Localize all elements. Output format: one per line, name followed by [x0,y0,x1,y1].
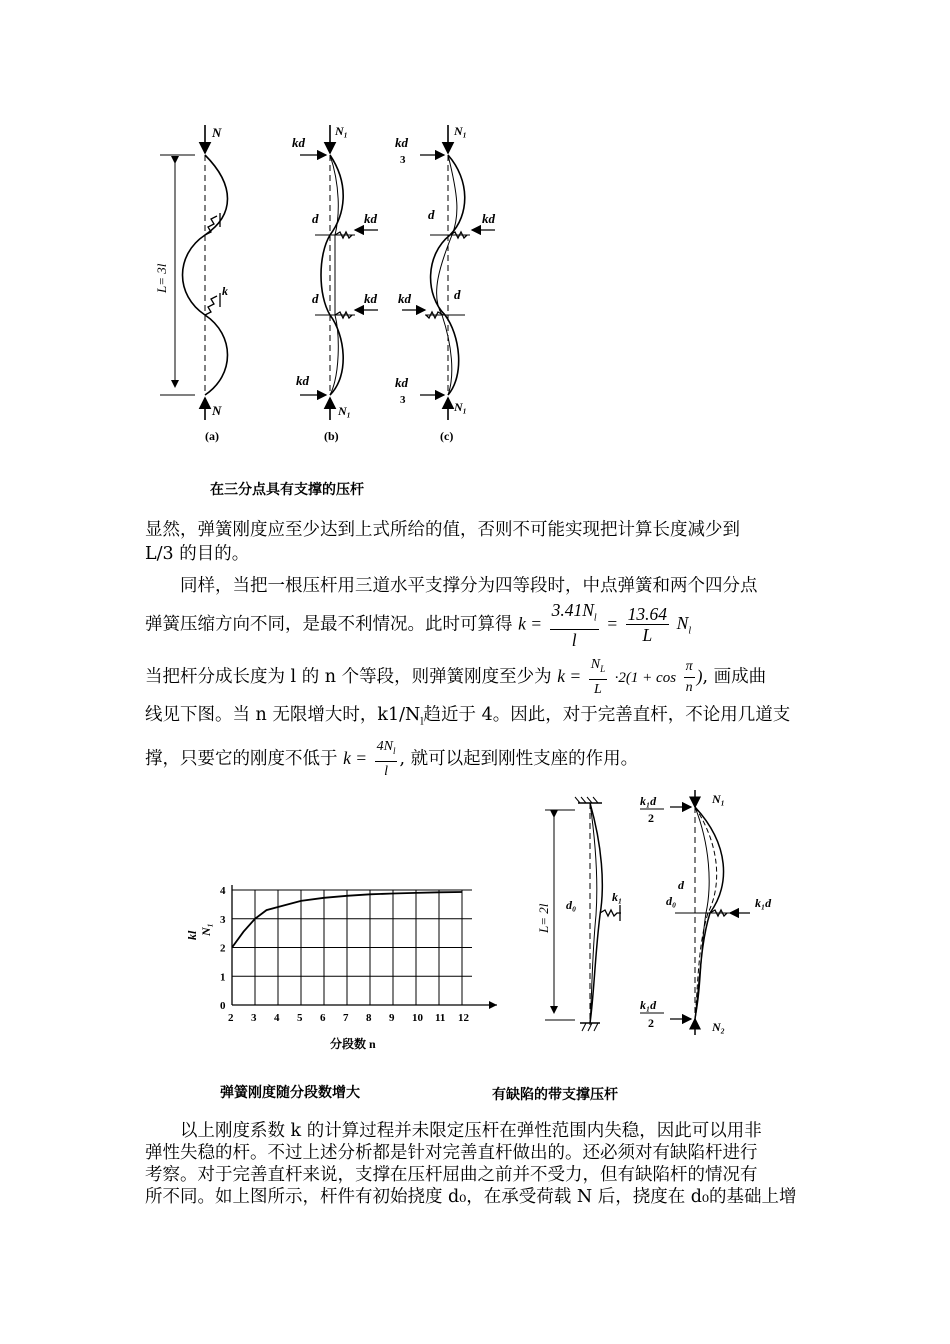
fig1c-kd3-bottom-num: kd [395,375,408,390]
p2-frac2-den: L [642,625,653,646]
panel-label-a: (a) [205,429,219,443]
fig1b-kd-2: kd [364,291,377,306]
paragraph-2 [145,574,810,650]
fig1c-kd3-top-num: kd [395,135,408,150]
p3-line1-text: 当把杆分成长度为 l 的 n 个等段，则弹簧刚度至少为 [145,666,552,687]
p1-line1: 显然，弹簧刚度应至少达到上式所给的值，否则不可能实现把计算长度减少到 [145,520,740,540]
chart-x-tick-label: 8 [366,1012,372,1024]
p3-formula-k: k = [557,665,582,686]
fig3-k1d2-bottom-num: k₁d [640,998,657,1012]
p2-fraction-2 [626,604,669,645]
imperfect-column-right [670,790,750,1035]
p2-fraction-1 [550,600,599,650]
fig1c-kd-1: kd [482,211,495,226]
fig3-N1: N₁ [712,792,725,806]
fig3-k1d2-top-num: k₁d [640,794,657,808]
fig1c-d-2: d [454,287,461,302]
p4-line3: 考察。对于完善直杆来说，支撑在压杆屈曲之前并不受力，但有缺陷杆的情况有 [145,1165,758,1185]
chart-x-tick-label: 3 [251,1012,257,1024]
p2-frac1-den: l [571,629,577,650]
column-b [300,125,378,420]
chart-grid [232,890,472,1005]
panel-label-b: (b) [324,429,339,443]
chart-ylabel-num: kl [185,930,199,940]
fig1b-N1-top: N₁ [335,124,348,138]
chart-y-tick-label: 1 [220,971,226,984]
fig3-d0-left: d₀ [566,898,577,912]
chart-caption: 弹簧刚度随分段数增大 [220,1085,360,1101]
p3-line1 [145,655,810,700]
fig1-length-label: L= 3l [154,263,169,293]
fig1-N-top: N [212,125,222,140]
p1-line2: L/3 的目的。 [145,544,250,564]
chart-x-tick-label: 6 [320,1012,326,1024]
p2-formula-k: k = [518,613,543,634]
p3-fraction: $\frac{N_L}{L}$ [590,657,606,697]
chart-x-tick-label: 4 [274,1012,280,1024]
fig1b-kd-bottom: kd [296,373,309,388]
column-a [160,125,228,420]
chart-x-tick-label: 7 [343,1012,349,1024]
p3-line1-suffix: , 画成曲 [702,666,767,687]
chart-y-tick-label: 0 [220,1000,226,1012]
fig1-k-label: k [222,284,228,298]
fig3-length-label: L= 2l [536,903,551,933]
p2-formula-tail: $N_l$ [676,613,692,637]
p2-frac1-num: 3.41N [551,600,594,620]
fig3-k1d2-top-den: 2 [648,811,654,825]
chart-y-tick-label: 2 [220,942,226,955]
figure-imperfect-column [530,785,820,1045]
fig1c-kd3-bottom-den: 3 [400,394,406,406]
fig3-N2: N₂ [712,1020,725,1034]
fig3-caption: 有缺陷的带支撑压杆 [492,1087,618,1103]
p3-line3: 撑，只要它的刚度不低于 k = $\frac{4N_l}{l}$ , 就可以起到刚性支座的作用。 [145,737,810,782]
fig3-k1d2-bottom-den: 2 [648,1016,654,1030]
p4-line1: 以上刚度系数 k 的计算过程并未限定压杆在弹性范围内失稳，因此可以用非 [180,1121,762,1141]
fig1c-N1-bottom: N₁ [454,400,467,414]
imperfect-column-left [545,797,621,1031]
figure-braced-columns [140,115,520,450]
chart-x-tick-label: 12 [458,1012,469,1024]
fig1b-d-1: d [312,211,319,226]
chart-x-tick-label: 5 [297,1012,303,1024]
p2-line2-text: 弹簧压缩方向不同，是最不利情况。此时可算得 [145,614,513,635]
p3-fraction-pi: $\frac{\pi}{n}$ [685,658,693,695]
p3-fraction-2: $\frac{4N_l}{l}$ [376,739,396,780]
fig3-d0-right: d₀ [666,894,677,908]
paragraph-3 [145,655,810,782]
fig1-caption: 在三分点具有支撑的压杆 [210,482,364,498]
chart-x-tick-label: 9 [389,1012,395,1024]
chart-ylabel-den: N₁ [199,923,213,936]
paragraph-4 [145,1120,810,1208]
fig1c-kd3-top-den: 3 [400,154,406,166]
fig1b-kd-top: kd [292,135,305,150]
fig1c-d-1: d [428,207,435,222]
p2-frac2-num: 13.64 [627,604,668,625]
chart-xlabel: 分段数 n [330,1037,376,1051]
p2-line1: 同样，当把一根压杆用三道水平支撑分为四等段时，中点弹簧和两个四分点 [180,576,758,596]
chart-ticks [220,885,470,1024]
p2-formula-eq: = [606,613,619,634]
p2-frac1-sub: l [593,612,597,624]
p2-line2 [145,600,810,650]
fig1-N-bottom: N [212,403,222,418]
fig1b-kd-1: kd [364,211,377,226]
chart-x-tick-label: 10 [412,1012,423,1024]
chart-stiffness [180,860,510,1060]
p4-line4: 所不同。如上图所示，杆件有初始挠度 d₀，在承受荷载 N 后，挠度在 d₀的基础上增 [145,1187,797,1207]
fig3-d-right: d [678,878,684,892]
p4-line2: 弹性失稳的杆。不过上述分析都是针对完善直杆做出的。还必须对有缺陷杆进行 [145,1143,758,1163]
panel-label-c: (c) [440,429,454,443]
fig1c-N1-top: N₁ [454,124,467,138]
p3-line2: 线见下图。当 n 无限增大时，$k1/N_l$趋近于 4。因此，对于完善直杆，不论用几道支 [145,704,791,728]
p3-formula-close: ) [696,665,703,686]
fig3-k1d-right: k₁d [755,896,772,910]
chart-x-tick-label: 2 [228,1012,234,1024]
p3-formula-mid: ·2(1 + cos [614,669,677,686]
chart-x-tick-label: 11 [435,1012,446,1024]
column-c [402,125,495,420]
fig1c-kd-2: kd [398,291,411,306]
fig3-k1-left: k₁ [612,890,623,904]
fig1b-N1-bottom: N₁ [338,404,351,418]
fig1b-d-2: d [312,291,319,306]
chart-y-tick-label: 4 [220,885,226,897]
chart-y-tick-label: 3 [220,913,226,926]
chart-x-axis-arrow [489,1001,497,1009]
paragraph-1 [145,518,810,566]
